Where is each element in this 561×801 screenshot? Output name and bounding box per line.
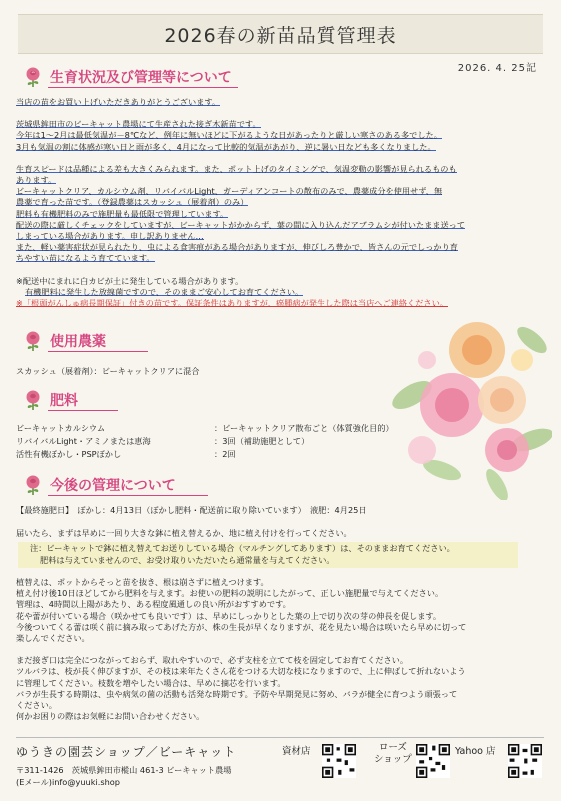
future-line: 何かお困りの際はお気軽にお問い合わせください。 — [16, 711, 205, 722]
qr-label-materials: 資材店 — [282, 746, 311, 757]
note-line: 肥料は与えていませんので、お受け取りいただいたら通常量を与えてください。 — [40, 555, 335, 565]
future-line: に管理してください。枝数を増やしたい場合は、早めに摘芯を行います。 — [16, 677, 286, 688]
fertilizer-value: ：3回（補助施肥として） — [214, 435, 310, 446]
growth-line: あります。 — [16, 175, 57, 186]
qr-code-yahoo[interactable] — [508, 744, 542, 778]
growth-line: 生育スピードは品種による差も大きくみられます。また、ポット上げのタイミングで、気温変動の影響が見られるものも — [16, 163, 457, 174]
future-line: 植え付け後10日ほどしてから肥料を与えます。お使いの肥料の説明にしたがって、正しい施肥量で与えてください。 — [16, 588, 444, 599]
growth-line: 配送の際に厳しくチェックをしていますが、ビーキャットがかからず、葉の間に入り込んだアブラムシが付いたまま送って — [16, 219, 466, 230]
heading-underline — [48, 87, 238, 88]
rose-icon — [22, 330, 44, 352]
heading-pesticide-text: 使用農薬 — [50, 334, 106, 350]
qr-label-rose: ローズ — [378, 742, 407, 753]
fertilizer-name: ビーキャットカルシウム — [16, 423, 106, 433]
heading-future — [22, 474, 212, 498]
growth-note: 有機肥料に発生した放線菌ですので、そのままご安心してお育てください。 — [25, 286, 304, 297]
title-band — [18, 14, 543, 54]
qr-code-rose-shop[interactable] — [416, 744, 450, 778]
growth-line: 今年は1～2月は最低気温が－8℃など、例年に無いほどに下がるような日があったりと厳しい寒さのある多でした。 — [16, 130, 442, 141]
fertilizer-name: 活性有機ぼかし・PSPぼかし — [16, 448, 122, 459]
fertilizer-row — [16, 422, 396, 435]
rose-icon — [22, 389, 44, 411]
last-fert-line: 【最終施肥日】 ぼかし：4月13日（ぼかし肥料・配送前に取り除いています） 液肥：4月25日 — [16, 505, 367, 515]
growth-line: 茨城県鉾田市のビーキャット農場にて生産された接ぎ木新苗です。 — [16, 119, 261, 130]
warranty-note: ※「根頭がんしゅ病長期保証」付きの苗です。保証条件はありますが、癌腫病が発生した際は当店へご連絡ください。 — [16, 298, 448, 309]
page-title: 2026春の新苗品質管理表 — [164, 25, 397, 47]
flower-bouquet — [382, 300, 552, 500]
future-line: 楽しんでください。 — [16, 633, 90, 644]
address-line: 〒311-1426 茨城県鉾田市樅山 461-3 ビーキャット農場 — [16, 765, 232, 775]
future-line: 花や蕾が付いている場合（咲かせても良いです）は、早めにしっかりとした葉の上で切り次の芽の伸長を促します。 — [16, 610, 442, 621]
heading-underline — [48, 410, 118, 411]
heading-pesticide — [22, 330, 152, 354]
heading-growth-text: 生育状況及び管理等について — [50, 70, 232, 86]
future-line: ツルバラは、枝が長く伸びますが、その枝は来年たくさん花をつける大切な枝になりますので、上に伸ばして折れないよう — [16, 666, 466, 677]
qr-label-shop: ショップ — [374, 754, 412, 765]
rose-icon — [22, 66, 44, 88]
heading-fertilizer-text: 肥料 — [50, 393, 78, 409]
growth-line: ビーキャットクリア、カルシウム剤、リバイバルLight、ガーディアンコートの散布のみで、農薬成分を使用せず、無 — [16, 186, 443, 197]
future-line: 植替えは、ポットからそっと苗を抜き、根は崩さずに植えつけます。 — [16, 577, 269, 587]
future-line: まだ接ぎ口は完全につながっておらず、取れやすいので、必ず支柱を立てて枝を固定してお育てください。 — [16, 655, 409, 666]
fertilizer-value: ：2回 — [214, 448, 236, 459]
qr-label-yahoo: Yahoo 店 — [455, 746, 496, 757]
pesticide-line: スカッシュ（展着剤）：ビーキャットクリアに混合 — [16, 366, 200, 376]
fertilizer-name: リバイバルLight・アミノまたは恵海 — [16, 435, 151, 446]
growth-line: ちやすい苗になるよう育てています。 — [16, 253, 155, 264]
growth-line: 当店の苗をお買い上げいただきありがとうございます。 — [16, 97, 221, 107]
future-line: 今後ついてくる蕾は咲く前に摘み取ってあげた方が、株の生長が早くなりますが、花を見たい場合は咲いたら早めに切って — [16, 621, 467, 632]
future-line: ください。 — [16, 700, 57, 711]
fertilizer-row — [16, 435, 396, 448]
email-line[interactable]: (Eメール)info@yuuki.shop — [16, 777, 121, 787]
fertilizer-table — [16, 422, 396, 460]
qr-label-rose-shop — [374, 742, 412, 766]
shop-address — [16, 764, 231, 788]
last-fertilization — [16, 505, 544, 516]
note-box — [18, 542, 518, 568]
growth-line: 3月も気温の割に体感が寒い日と雨が多く、4月になって比較的気温があがり、逆に暑い日なども多くなりました。 — [16, 141, 436, 152]
future-intro — [16, 528, 544, 539]
future-line: 管理は、4時間以上陽があたり、ある程度風通しの良い所がおすすめです。 — [16, 599, 291, 610]
heading-future-text: 今後の管理について — [50, 478, 176, 494]
growth-line: また、軽い薬害症状が見られたり、虫による食害痕がある場合がありますが、伸びしろ豊かで、皆さんの元でしっかり育 — [16, 242, 458, 253]
heading-fertilizer — [22, 389, 122, 413]
future-line: バラが生長する時期は、虫や病気の菌の活動も活発な時期です。予防や早期発見に努め、バラが健全に育つよう頑張って — [16, 688, 458, 699]
issue-date: 2026. 4. 25記 — [457, 63, 537, 74]
heading-underline — [48, 495, 208, 496]
heading-growth — [22, 66, 242, 90]
growth-line: 農薬で育った苗です。（登録農薬はスカッシュ（展着剤）のみ） — [16, 197, 249, 208]
shop-name: ゆうきの園芸ショップ／ビーキャット — [16, 745, 237, 759]
growth-note: ※配送中にまれに白カビが土に発生している場合があります。 — [16, 275, 244, 286]
rose-icon — [22, 474, 44, 496]
note-line: 注：ビーキャットで鉢に植え替えてお送りしている場合（マルチングしてあります）は、そのままお育てください。 — [30, 543, 455, 553]
heading-underline — [48, 351, 148, 352]
fertilizer-row — [16, 448, 396, 461]
qr-code-materials[interactable] — [322, 744, 356, 778]
future-text — [16, 577, 544, 722]
growth-line: しまっている場合があります。申し訳ありません… — [16, 231, 204, 242]
footer-divider — [16, 737, 544, 738]
future-intro-line: 届いたら、まずは早めに一回り大きな鉢に植え替えるか、地に植え付けを行ってください。 — [16, 528, 352, 538]
growth-line: 肥料も有機肥料のみで施肥量も最低限で管理しています。 — [16, 208, 229, 219]
fertilizer-value: ：ビーキャットクリア散布ごと（体質強化目的） — [214, 423, 394, 433]
growth-text — [16, 97, 544, 309]
